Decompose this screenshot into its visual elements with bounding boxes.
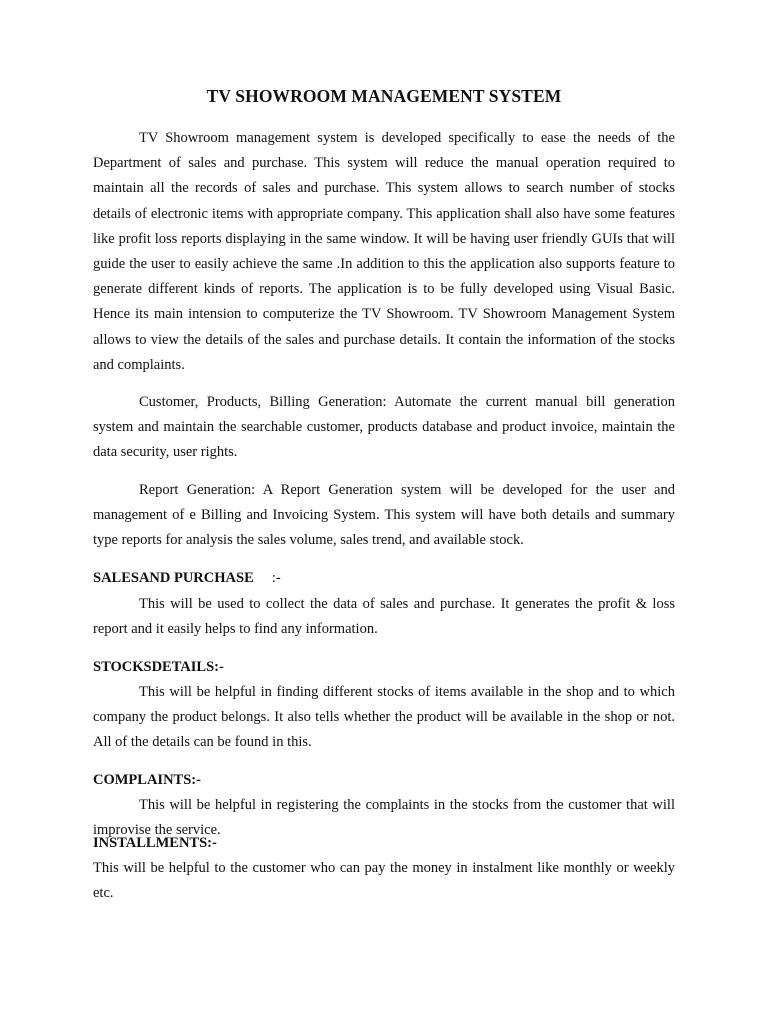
complaints-heading: COMPLAINTS:-	[93, 772, 201, 788]
complaints-paragraph: This will be helpful in registering the complaints in the stocks from the customer that will improvise the service.	[93, 797, 675, 839]
sales-purchase-heading	[93, 568, 281, 588]
billing-paragraph: Customer, Products, Billing Generation: Automate the current manual bill generation system and maintain the searchable customer, products database and product invoice, maintain the data security, user rights.	[93, 394, 675, 461]
installments-heading: INSTALLMENTS:-	[93, 835, 217, 851]
sales-purchase-heading-text: SALESAND PURCHASE	[93, 570, 254, 586]
installments-paragraph: This will be helpful to the customer who can pay the money in instalment like monthly or weekly etc.	[93, 860, 675, 902]
sales-purchase-paragraph: This will be used to collect the data of sales and purchase. It generates the profit & loss report and it easily helps to find any information.	[93, 596, 675, 638]
stocks-details-heading: STOCKSDETAILS:-	[93, 659, 224, 675]
report-generation-paragraph: Report Generation: A Report Generation system will be developed for the user and management of e Billing and Invoicing System. This system will have both details and summary type reports for analysis the sales volume, sales trend, and available stock.	[93, 482, 675, 549]
sales-purchase-heading-suffix: :-	[253, 570, 281, 586]
document-title: TV SHOWROOM MANAGEMENT SYSTEM	[206, 86, 562, 106]
intro-paragraph: TV Showroom management system is developed specifically to ease the needs of the Department of sales and purchase. This system will reduce the manual operation required to maintain all the records of sales and purchase. This system allows to search number of stocks details of electronic items with appropriate company. This application shall also have some features like profit loss reports displaying in the same window. It will be having user friendly GUIs that will guide the user to easily achieve the same .In addition to this the application also supports feature to generate different kinds of reports. The application is to be fully developed using Visual Basic. Hence its main intension to computerize the TV Showroom. TV Showroom Management System allows to view the details of the sales and purchase details. It contain the information of the stocks and complaints.	[93, 130, 675, 373]
stocks-details-paragraph: This will be helpful in finding different stocks of items available in the shop and to which company the product belongs. It also tells whether the product will be available in the shop or not. All of the details can be found in this.	[93, 684, 675, 751]
